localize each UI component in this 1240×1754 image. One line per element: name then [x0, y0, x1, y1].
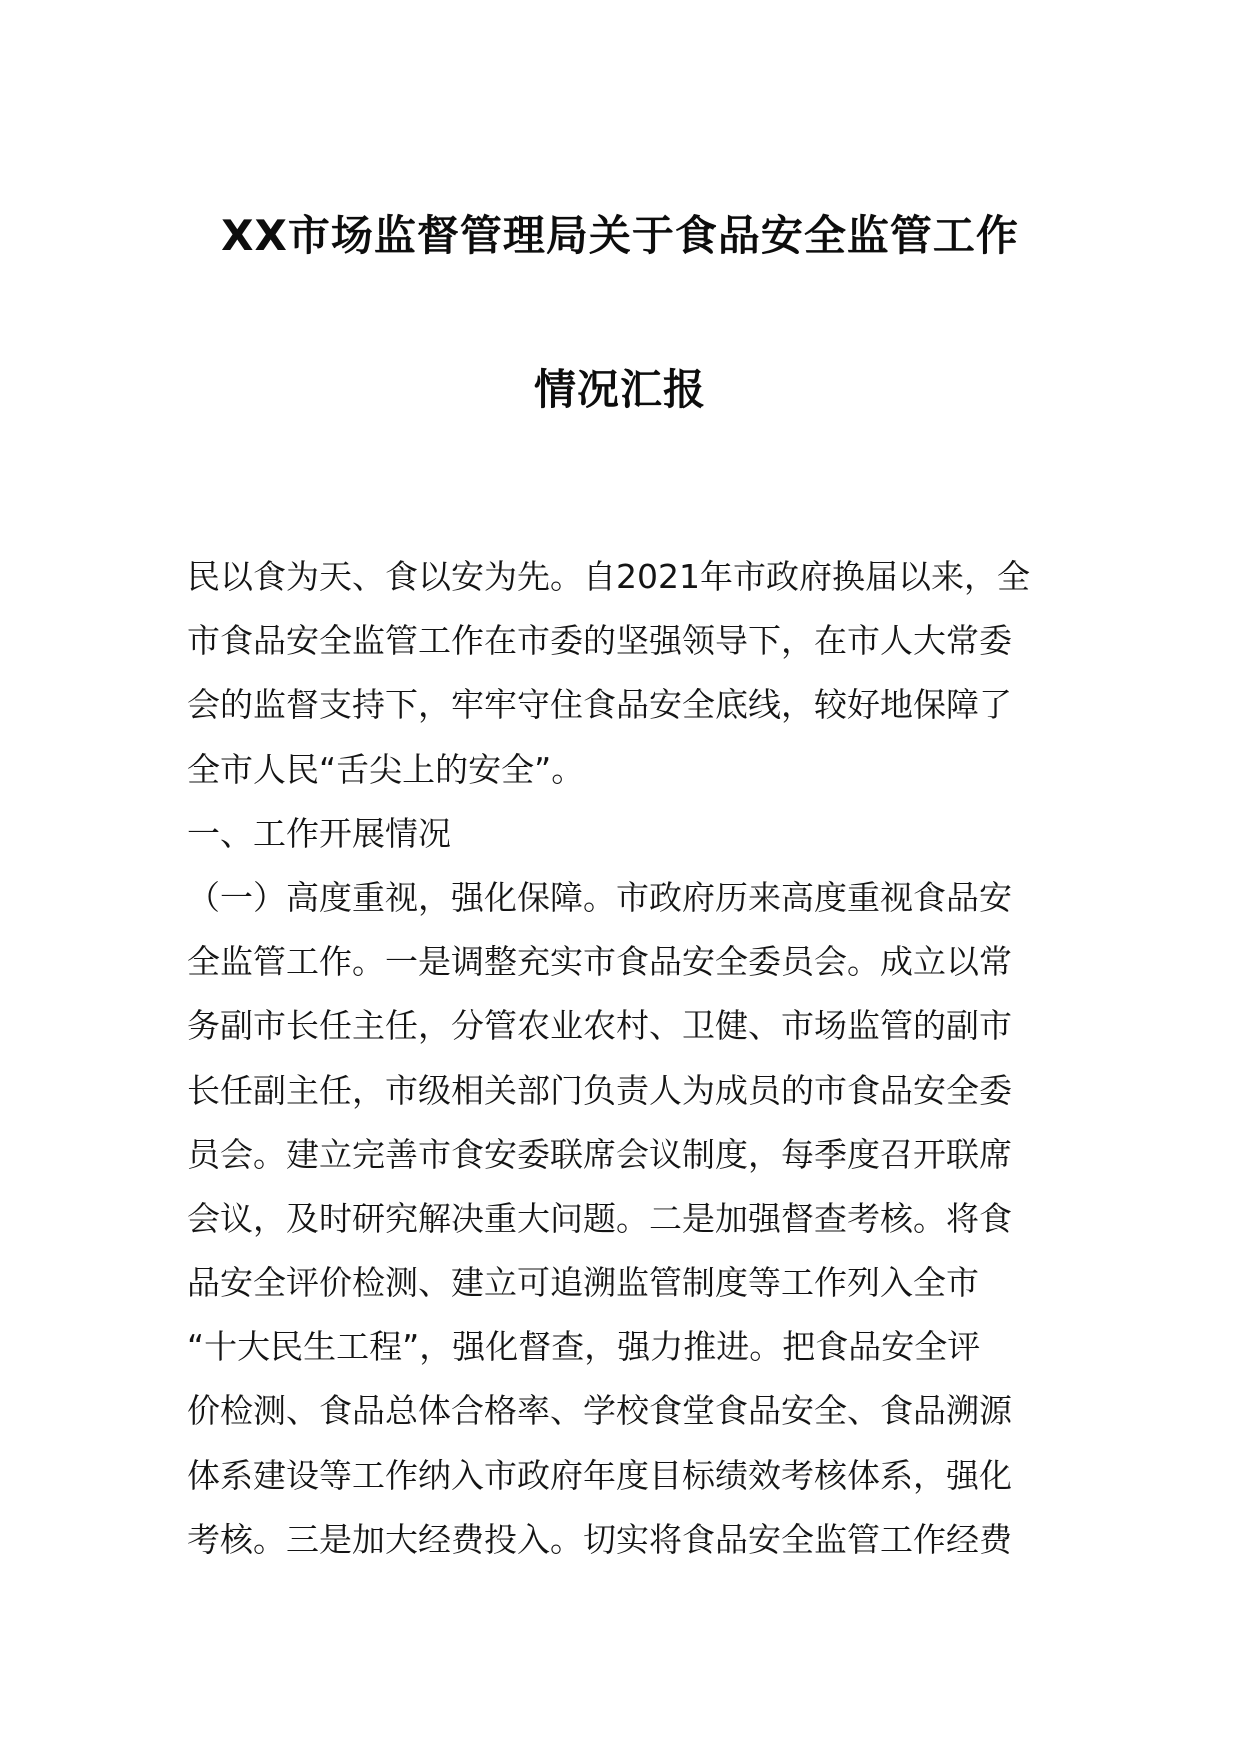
body-line: 长任副主任，市级相关部门负责人为成员的市食品安全委: [187, 1070, 1012, 1110]
body-line: 考核。三是加大经费投入。切实将食品安全监管工作经费: [187, 1519, 1012, 1559]
body-line: 会议，及时研究解决重大问题。二是加强督查考核。将食: [187, 1198, 1012, 1238]
body-line: （一）高度重视，强化保障。市政府历来高度重视食品安: [187, 877, 1012, 917]
document-body: [187, 545, 1055, 1572]
body-line: 全监管工作。一是调整充实市食品安全委员会。成立以常: [187, 942, 1012, 982]
body-line: 市食品安全监管工作在市委的坚强领导下，在市人大常委: [187, 621, 1012, 661]
body-line: 价检测、食品总体合格率、学校食堂食品安全、食品溯源: [187, 1391, 1012, 1431]
section-heading: 一、工作开展情况: [187, 813, 451, 853]
document-title-line-2: 情况汇报: [533, 365, 706, 414]
body-line: “十大民生工程”，强化督查，强力推进。把食品安全评: [187, 1327, 981, 1367]
body-line: 全市人民“舌尖上的安全”。: [187, 749, 585, 789]
body-line: 体系建设等工作纳入市政府年度目标绩效考核体系，强化: [187, 1455, 1012, 1495]
body-line: 员会。建立完善市食安委联席会议制度，每季度召开联席: [187, 1134, 1012, 1174]
body-line: 品安全评价检测、建立可追溯监管制度等工作列入全市: [187, 1263, 979, 1303]
body-line: 会的监督支持下，牢牢守住食品安全底线，较好地保障了: [187, 685, 1012, 725]
document-title-line-1: XX市场监督管理局关于食品安全监管工作: [221, 211, 1019, 260]
body-line: 务副市长任主任，分管农业农村、卫健、市场监管的副市: [187, 1006, 1012, 1046]
body-line: 民以食为天、食以安为先。自2021年市政府换届以来，全: [187, 557, 1030, 596]
